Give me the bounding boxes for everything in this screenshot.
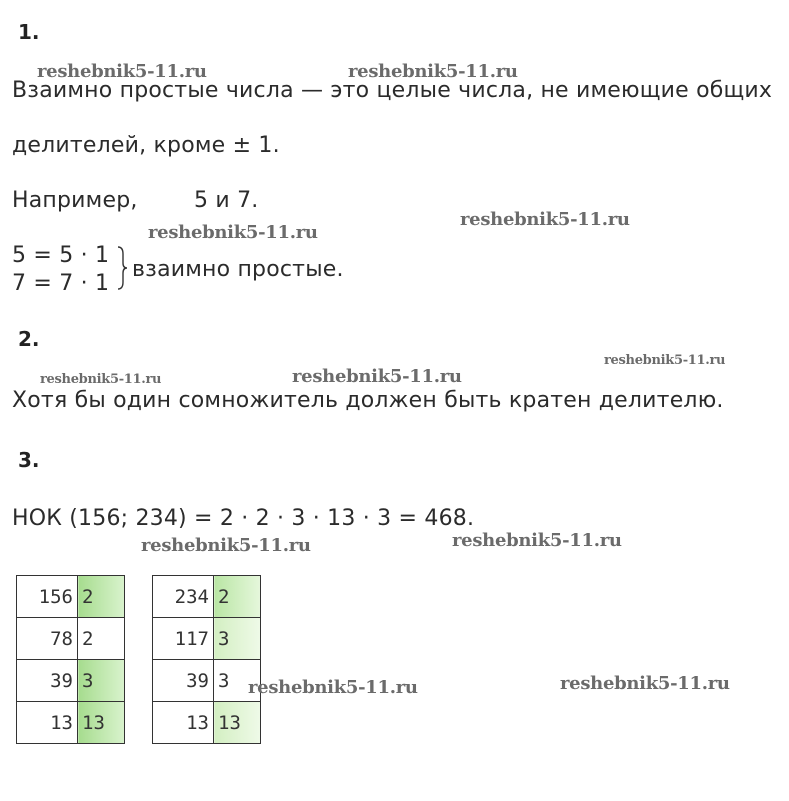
table-cell-divisor: 2 — [78, 576, 125, 618]
watermark: reshebnik5-11.ru — [348, 61, 518, 82]
watermark: reshebnik5-11.ru — [248, 677, 418, 698]
watermark: reshebnik5-11.ru — [292, 366, 462, 387]
table-cell-number: 117 — [153, 618, 214, 660]
example-label: Например, — [12, 188, 138, 213]
section-number-1: 1. — [18, 20, 40, 44]
table-row — [17, 576, 125, 618]
table-cell-divisor: 13 — [78, 702, 125, 744]
table-row — [17, 702, 125, 744]
equation-5: 5 = 5 · 1 — [12, 243, 110, 268]
example-values: 5 и 7. — [194, 188, 259, 213]
table-row — [153, 702, 261, 744]
table-cell-divisor: 2 — [214, 576, 261, 618]
watermark: reshebnik5-11.ru — [452, 530, 622, 551]
equation-7: 7 = 7 · 1 — [12, 271, 110, 296]
table-row — [17, 660, 125, 702]
section-number-2: 2. — [18, 327, 40, 351]
table-cell-number: 13 — [17, 702, 78, 744]
table-cell-number: 156 — [17, 576, 78, 618]
table-cell-number: 39 — [153, 660, 214, 702]
watermark: reshebnik5-11.ru — [560, 673, 730, 694]
watermark: reshebnik5-11.ru — [604, 353, 726, 368]
curly-brace-icon — [117, 246, 127, 290]
definition-line-1: Взаимно простые числа — это целые числа, не имеющие общих — [12, 78, 773, 103]
table-row — [17, 618, 125, 660]
table-row — [153, 618, 261, 660]
watermark: reshebnik5-11.ru — [460, 209, 630, 230]
table-row — [153, 660, 261, 702]
table-cell-divisor: 2 — [78, 618, 125, 660]
table-cell-number: 78 — [17, 618, 78, 660]
table-cell-number: 39 — [17, 660, 78, 702]
table-row — [153, 576, 261, 618]
table-cell-divisor: 3 — [214, 660, 261, 702]
table-cell-number: 234 — [153, 576, 214, 618]
table-cell-divisor: 3 — [78, 660, 125, 702]
factorization-table-156 — [16, 575, 125, 744]
watermark: reshebnik5-11.ru — [37, 61, 207, 82]
watermark: reshebnik5-11.ru — [40, 372, 162, 387]
definition-line-2: делителей, кроме ± 1. — [12, 133, 280, 158]
section-number-3: 3. — [18, 448, 40, 472]
lcm-formula: НОК (156; 234) = 2 · 2 · 3 · 13 · 3 = 468. — [12, 506, 475, 531]
coprime-conclusion: взаимно простые. — [132, 257, 344, 282]
factorization-table-234 — [152, 575, 261, 744]
table-cell-divisor: 13 — [214, 702, 261, 744]
watermark: reshebnik5-11.ru — [148, 222, 318, 243]
table-cell-divisor: 3 — [214, 618, 261, 660]
table-cell-number: 13 — [153, 702, 214, 744]
divisibility-rule: Хотя бы один сомножитель должен быть кратен делителю. — [12, 388, 724, 413]
watermark: reshebnik5-11.ru — [141, 535, 311, 556]
